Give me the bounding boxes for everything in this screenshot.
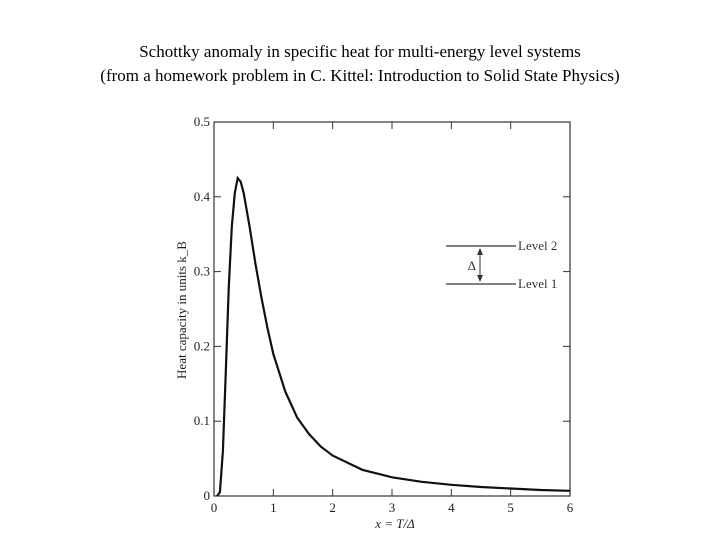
y-tick-label-5: 0.5 — [193, 114, 210, 129]
x-tick-label-3: 3 — [388, 500, 396, 515]
gap-label: Δ — [467, 258, 476, 273]
y-tick-label-3: 0.3 — [193, 263, 210, 279]
x-tick-label-0: 0 — [210, 500, 218, 515]
x-tick-label-5: 5 — [507, 500, 514, 515]
y-tick-label-2: 0.2 — [193, 338, 210, 354]
tick-marks — [214, 122, 570, 496]
title-line-2: (from a homework problem in C. Kittel: Introduction to Solid State Physics) — [100, 66, 620, 85]
plot-frame — [214, 122, 570, 496]
y-tick-label-1: 0.1 — [193, 413, 210, 429]
title-line-1: Schottky anomaly in specific heat for multi-energy level systems — [139, 42, 581, 61]
y-tick-label-4: 0.4 — [193, 188, 210, 204]
level-2-label: Level 2 — [518, 238, 558, 253]
x-axis-label: x = T/Δ — [375, 516, 415, 531]
series-line-schottky — [217, 178, 570, 496]
y-tick-label-0: 0 — [203, 488, 210, 503]
x-tick-labels — [211, 500, 574, 515]
y-axis-label: Heat capacity in units k_B — [174, 241, 189, 379]
x-tick-label-6: 6 — [566, 500, 574, 515]
energy-level-inset — [446, 238, 557, 291]
y-tick-labels — [194, 114, 211, 503]
x-tick-label-2: 2 — [329, 500, 336, 515]
level-1-label: Level 1 — [518, 276, 558, 291]
gap-arrow-up — [477, 248, 483, 255]
x-tick-label-1: 1 — [270, 500, 277, 515]
gap-arrow-down — [477, 275, 483, 282]
x-tick-label-4: 4 — [448, 500, 455, 515]
